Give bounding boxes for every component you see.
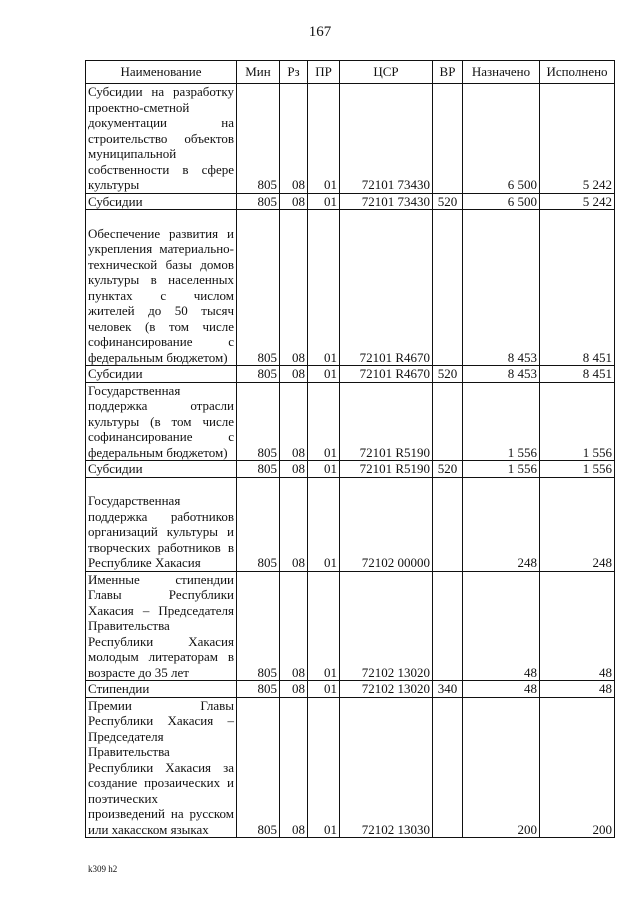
row-assigned: 8 453 — [463, 366, 540, 383]
row-csr: 72102 13020 — [340, 681, 433, 698]
footer-code: k309 h2 — [88, 864, 118, 874]
row-executed: 48 — [540, 571, 615, 681]
row-vr — [433, 382, 463, 461]
row-rz: 08 — [280, 193, 308, 210]
row-name: Премии Главы Республики Хакасия – Председателя Правительства Республики Хакасия за создание прозаических и поэтических произведений на русском или хакасском языках — [86, 697, 237, 838]
table-row — [86, 210, 615, 366]
row-pr: 01 — [308, 382, 340, 461]
table-row — [86, 193, 615, 210]
row-csr: 72102 00000 — [340, 477, 433, 571]
row-name: Стипендии — [86, 681, 237, 698]
row-assigned: 6 500 — [463, 193, 540, 210]
row-vr — [433, 477, 463, 571]
row-pr: 01 — [308, 210, 340, 366]
row-name: Субсидии — [86, 461, 237, 478]
row-assigned: 8 453 — [463, 210, 540, 366]
row-executed: 8 451 — [540, 366, 615, 383]
row-csr: 72102 13030 — [340, 697, 433, 838]
row-name: Государственная поддержка работников организаций культуры и творческих работников в Республике Хакасия — [86, 477, 237, 571]
column-header-rz: Рз — [280, 61, 308, 84]
page-number: 167 — [308, 24, 332, 40]
budget-table — [85, 60, 615, 838]
row-name: Обеспечение развития и укрепления материально-технической базы домов культуры в населенных пунктах с числом жителей до 50 тысяч человек (в том числе софинансирование с федеральным бюджетом) — [86, 210, 237, 366]
row-executed: 5 242 — [540, 84, 615, 194]
row-min: 805 — [237, 193, 280, 210]
column-header-min: Мин — [237, 61, 280, 84]
row-vr — [433, 571, 463, 681]
row-pr: 01 — [308, 697, 340, 838]
row-executed: 5 242 — [540, 193, 615, 210]
table-header-row — [86, 61, 615, 84]
row-pr: 01 — [308, 681, 340, 698]
row-pr: 01 — [308, 366, 340, 383]
row-csr: 72101 R4670 — [340, 366, 433, 383]
row-min: 805 — [237, 382, 280, 461]
table-row — [86, 697, 615, 838]
row-min: 805 — [237, 697, 280, 838]
row-min: 805 — [237, 477, 280, 571]
row-vr — [433, 210, 463, 366]
table-row — [86, 382, 615, 461]
column-header-executed: Исполнено — [540, 61, 615, 84]
row-min: 805 — [237, 681, 280, 698]
row-rz: 08 — [280, 697, 308, 838]
row-csr: 72102 13020 — [340, 571, 433, 681]
row-assigned: 6 500 — [463, 84, 540, 194]
row-executed: 48 — [540, 681, 615, 698]
row-rz: 08 — [280, 210, 308, 366]
row-assigned: 48 — [463, 681, 540, 698]
column-header-vr: ВР — [433, 61, 463, 84]
row-rz: 08 — [280, 477, 308, 571]
row-rz: 08 — [280, 366, 308, 383]
row-csr: 72101 R4670 — [340, 210, 433, 366]
row-assigned: 48 — [463, 571, 540, 681]
row-rz: 08 — [280, 461, 308, 478]
row-name: Субсидии на разработку проектно-сметной документации на строительство объектов муниципальной собственности в сфере культуры — [86, 84, 237, 194]
row-rz: 08 — [280, 571, 308, 681]
column-header-name: Наименование — [86, 61, 237, 84]
row-min: 805 — [237, 571, 280, 681]
row-name: Субсидии — [86, 366, 237, 383]
row-vr — [433, 84, 463, 194]
row-csr: 72101 73430 — [340, 84, 433, 194]
row-csr: 72101 R5190 — [340, 382, 433, 461]
row-name: Именные стипендии Главы Республики Хакасия – Председателя Правительства Республики Хакасия молодым литераторам в возрасте до 35 лет — [86, 571, 237, 681]
row-pr: 01 — [308, 461, 340, 478]
column-header-assigned: Назначено — [463, 61, 540, 84]
table-row — [86, 571, 615, 681]
row-pr: 01 — [308, 193, 340, 210]
table-row — [86, 461, 615, 478]
row-assigned: 1 556 — [463, 382, 540, 461]
row-vr: 520 — [433, 366, 463, 383]
row-assigned: 1 556 — [463, 461, 540, 478]
row-assigned: 200 — [463, 697, 540, 838]
row-vr: 520 — [433, 193, 463, 210]
row-executed: 248 — [540, 477, 615, 571]
column-header-pr: ПР — [308, 61, 340, 84]
row-min: 805 — [237, 366, 280, 383]
table-row — [86, 477, 615, 571]
row-assigned: 248 — [463, 477, 540, 571]
row-executed: 8 451 — [540, 210, 615, 366]
row-vr: 520 — [433, 461, 463, 478]
row-min: 805 — [237, 461, 280, 478]
row-min: 805 — [237, 84, 280, 194]
row-pr: 01 — [308, 571, 340, 681]
row-csr: 72101 73430 — [340, 193, 433, 210]
table-row — [86, 84, 615, 194]
row-executed: 200 — [540, 697, 615, 838]
table-row — [86, 366, 615, 383]
column-header-csr: ЦСР — [340, 61, 433, 84]
row-name: Субсидии — [86, 193, 237, 210]
row-name: Государственная поддержка отрасли культуры (в том числе софинансирование с федеральным бюджетом) — [86, 382, 237, 461]
row-rz: 08 — [280, 681, 308, 698]
row-vr — [433, 697, 463, 838]
row-rz: 08 — [280, 84, 308, 194]
row-rz: 08 — [280, 382, 308, 461]
row-csr: 72101 R5190 — [340, 461, 433, 478]
row-executed: 1 556 — [540, 382, 615, 461]
row-executed: 1 556 — [540, 461, 615, 478]
row-vr: 340 — [433, 681, 463, 698]
row-min: 805 — [237, 210, 280, 366]
row-pr: 01 — [308, 84, 340, 194]
row-pr: 01 — [308, 477, 340, 571]
table-row — [86, 681, 615, 698]
